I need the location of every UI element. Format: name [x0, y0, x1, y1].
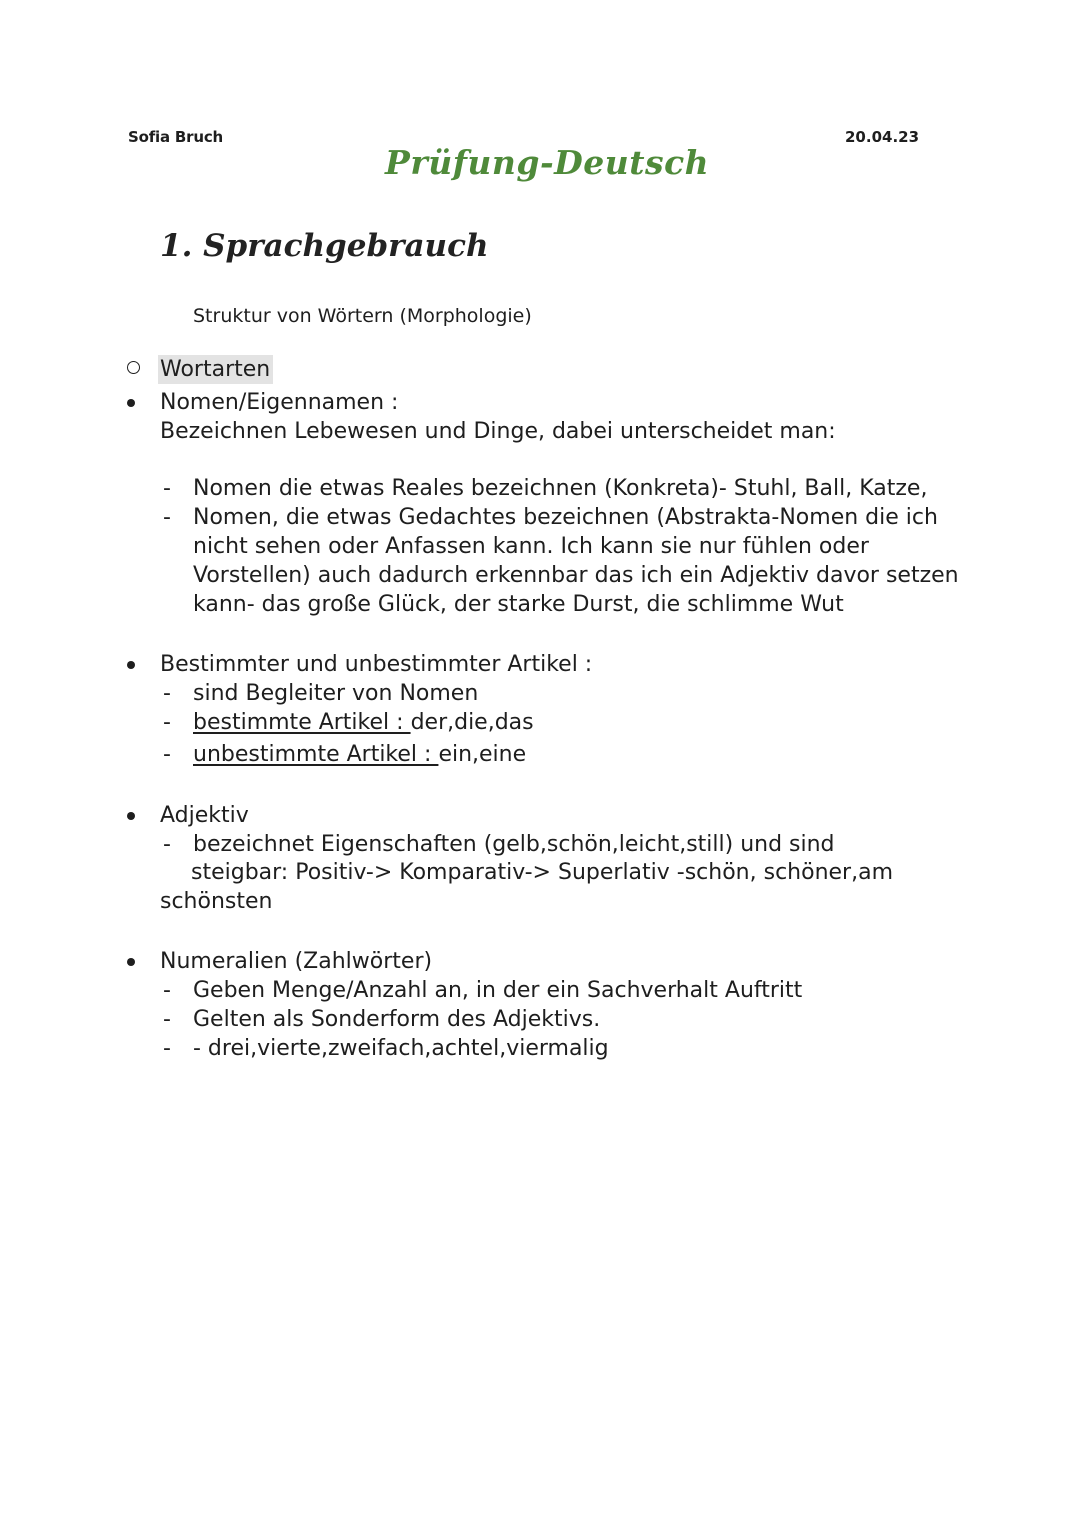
dash-icon: -	[163, 681, 171, 706]
dash-icon: -	[163, 476, 171, 501]
unbestimmte-artikel-label: unbestimmte Artikel :	[193, 742, 439, 767]
numeralien-item-menge: Geben Menge/Anzahl an, in der ein Sachverhalt Auftritt	[193, 978, 803, 1003]
dash-icon: -	[163, 1007, 171, 1032]
nomen-item-abstrakta-line4: kann- das große Glück, der starke Durst, die schlimme Wut	[193, 592, 844, 617]
nomen-item-abstrakta-line3: Vorstellen) auch dadurch erkennbar das ich ein Adjektiv davor setzen	[193, 563, 959, 588]
dash-icon: -	[163, 710, 171, 735]
artikel-item-begleiter: sind Begleiter von Nomen	[193, 681, 479, 706]
nomen-title: Nomen/Eigennamen :	[160, 390, 399, 415]
bullet-icon	[127, 958, 135, 966]
dash-icon: -	[163, 742, 171, 767]
adjektiv-title: Adjektiv	[160, 803, 249, 828]
nomen-intro: Bezeichnen Lebewesen und Dinge, dabei unterscheidet man:	[160, 419, 836, 444]
dash-icon: -	[163, 978, 171, 1003]
dash-icon: -	[163, 505, 171, 530]
document-date: 20.04.23	[845, 128, 920, 146]
adjektiv-line1: bezeichnet Eigenschaften (gelb,schön,leicht,still) und sind	[193, 832, 835, 857]
artikel-item-bestimmt	[193, 708, 534, 737]
dash-icon: -	[163, 1036, 171, 1061]
nomen-item-abstrakta-line1: Nomen, die etwas Gedachtes bezeichnen (Abstrakta-Nomen die ich	[193, 505, 938, 530]
section-heading: 1. Sprachgebrauch	[160, 228, 489, 264]
numeralien-title: Numeralien (Zahlwörter)	[160, 949, 433, 974]
numeralien-item-beispiele: - drei,vierte,zweifach,achtel,viermalig	[193, 1036, 609, 1061]
artikel-item-unbestimmt	[193, 740, 526, 769]
bestimmte-artikel-label: bestimmte Artikel :	[193, 710, 411, 735]
nomen-item-abstrakta-line2: nicht sehen oder Anfassen kann. Ich kann sie nur fühlen oder	[193, 534, 869, 559]
numeralien-item-sonderform: Gelten als Sonderform des Adjektivs.	[193, 1007, 601, 1032]
wortarten-label: Wortarten	[158, 355, 273, 384]
bestimmte-artikel-value: der,die,das	[410, 710, 534, 735]
adjektiv-line2: steigbar: Positiv-> Komparativ-> Superlativ -schön, schöner,am	[191, 860, 894, 885]
page-title: Prüfung-Deutsch	[385, 143, 710, 182]
dash-icon: -	[163, 832, 171, 857]
section-subheading: Struktur von Wörtern (Morphologie)	[193, 305, 532, 327]
artikel-title: Bestimmter und unbestimmter Artikel :	[160, 652, 593, 677]
nomen-item-konkreta: Nomen die etwas Reales bezeichnen (Konkreta)- Stuhl, Ball, Katze,	[193, 476, 928, 501]
bullet-icon	[127, 399, 135, 407]
circle-bullet-icon	[127, 361, 140, 374]
bullet-icon	[127, 812, 135, 820]
bullet-icon	[127, 661, 135, 669]
author-name: Sofia Bruch	[128, 128, 223, 146]
unbestimmte-artikel-value: ein,eine	[438, 742, 527, 767]
adjektiv-line3: schönsten	[160, 889, 273, 914]
